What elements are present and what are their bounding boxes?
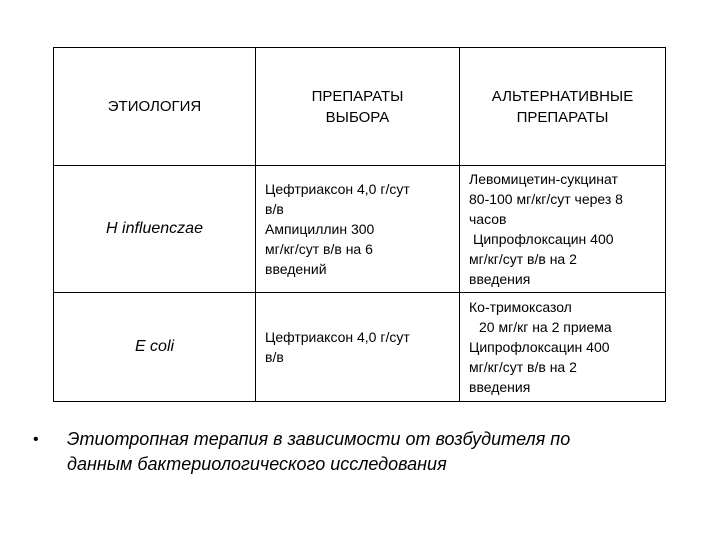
etiology-label: H influenczae xyxy=(106,220,203,237)
header-etiology-label: ЭТИОЛОГИЯ xyxy=(107,98,202,115)
alternatives-cell xyxy=(460,166,666,293)
alternative-line: 80-100 мг/кг/сут через 8 xyxy=(469,191,623,207)
header-alternative-drugs xyxy=(460,48,666,166)
drugs-cell xyxy=(256,166,460,293)
alternative-line: 20 мг/кг на 2 приема xyxy=(479,319,612,335)
alternative-line: часов xyxy=(469,211,507,227)
bullet-line: Этиотропная терапия в зависимости от возбудителя по xyxy=(67,429,571,449)
header-drugs-line2: ВЫБОРА xyxy=(325,108,390,126)
etiology-label: E coli xyxy=(134,338,175,355)
alternative-line: Ципрофлоксацин 400 xyxy=(473,231,614,247)
alternative-line: введения xyxy=(469,271,531,287)
etiology-cell xyxy=(54,293,256,402)
header-alt-line2: ПРЕПАРАТЫ xyxy=(516,108,609,126)
header-etiology xyxy=(54,48,256,166)
drug-line: мг/кг/сут в/в на 6 xyxy=(265,241,373,257)
drug-line: Ампициллин 300 xyxy=(265,221,375,237)
header-drugs-line1: ПРЕПАРАТЫ xyxy=(311,87,404,105)
alternative-line: мг/кг/сут в/в на 2 xyxy=(469,359,577,375)
therapy-table xyxy=(53,47,666,402)
bullet-line: данным бактериологического исследования xyxy=(67,454,447,474)
table-row xyxy=(54,293,666,402)
alternatives-cell xyxy=(460,293,666,402)
alternative-line: Левомицетин-сукцинат xyxy=(469,171,618,187)
alternative-line: Ко-тримоксазол xyxy=(469,299,572,315)
alternative-line: мг/кг/сут в/в на 2 xyxy=(469,251,577,267)
etiology-cell xyxy=(54,166,256,293)
bullet-dot-icon: • xyxy=(33,431,39,448)
drug-line: Цефтриаксон 4,0 г/сут xyxy=(265,329,410,345)
drug-line: в/в xyxy=(265,349,284,365)
drug-line: Цефтриаксон 4,0 г/сут xyxy=(265,181,410,197)
alternative-line: Ципрофлоксацин 400 xyxy=(469,339,610,355)
bullet-text xyxy=(67,427,570,477)
drugs-cell xyxy=(256,293,460,402)
table-row xyxy=(54,166,666,293)
header-alt-line1: АЛЬТЕРНАТИВНЫЕ xyxy=(491,87,634,105)
alternative-line: введения xyxy=(469,379,531,395)
table-header-row xyxy=(54,48,666,166)
drug-line: в/в xyxy=(265,201,284,217)
header-drugs-of-choice xyxy=(256,48,460,166)
drug-line: введений xyxy=(265,261,327,277)
